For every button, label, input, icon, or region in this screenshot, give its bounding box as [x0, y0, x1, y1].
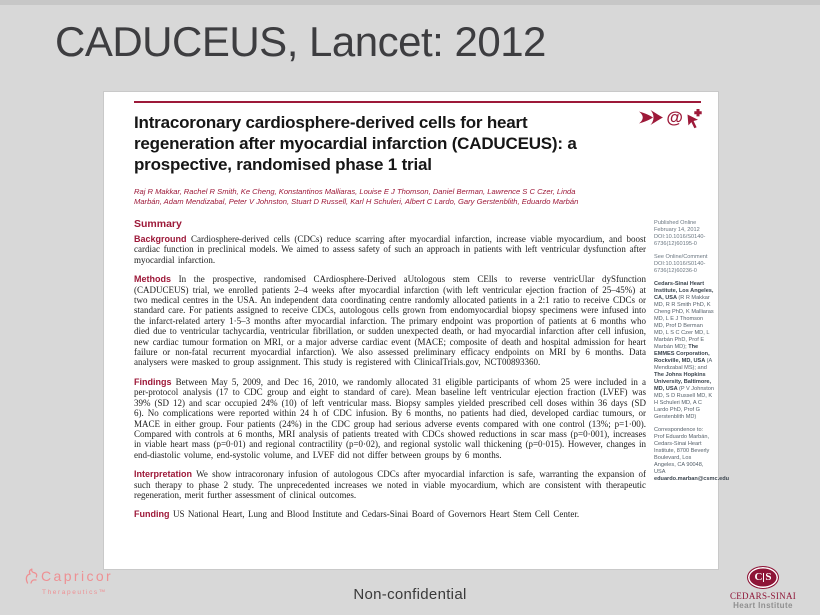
section-text: We show intracoronary infusion of autologous CDCs after myocardial infarction is safe, warranting the expansion of such therapy to phase 2 study. The unprecedented increases we noted in viable myocardium, which are consistent with therapeutic regeneration, merit further assessment of clinical outcomes. — [134, 469, 646, 500]
heart-institute-label: Heart Institute — [733, 601, 793, 610]
section-text: Cardiosphere-derived cells (CDCs) reduce scarring after myocardial infarction, increase viable myocardium, and boost cardiac function in preclinical models. We aimed to assess safety of such an approach in patients with left ventricular dysfunction after myocardial infarction. — [134, 234, 646, 265]
see-online-comment-block — [654, 254, 714, 275]
section-funding — [134, 509, 646, 519]
correspondence-lead: Correspondence to: — [654, 427, 704, 433]
medallion-letter-c: C — [754, 571, 763, 583]
top-edge-strip — [0, 0, 820, 5]
summary-heading: Summary — [134, 218, 182, 230]
affiliation-institution: The Johns Hopkins University, Baltimore, MD, USA — [654, 372, 712, 392]
correspondence-email: eduardo.marban@csmc.edu — [654, 476, 730, 482]
affiliation-people: (P V Johnston MD, S D Russell MD, K H Schuleri MD, A C Lardo PhD, Prof G Gerstenblith MD) — [654, 386, 715, 420]
section-interpretation — [134, 469, 646, 500]
affiliation-people: (R R Makkar MD, R R Smith PhD, K Cheng PhD, K Malliaras MD, L E J Thomson MD, Prof D Berman MD, L S C Czer MD, L Marbán PhD, Prof E Marbán MD); — [654, 295, 714, 350]
section-label: Findings — [134, 376, 172, 387]
sidebar-column — [654, 218, 730, 529]
correspondence-address: Prof Eduardo Marbán, Cedars-Sinai Heart Institute, 8700 Beverly Boulevard, Los Angeles, CA 90048, USA — [654, 434, 710, 475]
published-online-line: Published Online — [654, 220, 697, 226]
paper-page — [103, 91, 730, 570]
paper-title: Intracoronary cardiosphere-derived cells for heart regeneration after myocardial infarction (CADUCEUS): a prospective, randomised phase 1 trial — [134, 113, 577, 174]
section-text: Between May 5, 2009, and Dec 16, 2010, we randomly allocated 31 eligible participants of whom 25 were included in a per-protocol analysis (17 to CDC group and eight to standard of care). Mean baseline left ventricular ejection fraction (LVEF) was 39% (SD 12) and scar occupied 24% (10) of left ventricular mass. Biopsy samples yielded prescribed cell doses within 36 days (SD 6). No complications were reported within 24 h of CDC infusion. By 6 months, no patients had died, developed cardiac tumours, or MACE in either group. Four patients (24%) in the CDC group had serious adverse events compared with one control (13%; p=1·00). Compared with controls at 6 months, MRI analysis of patients treated with CDCs showed reductions in scar mass (p=0·001), increases in viable heart mass (p=0·01) and regional contractility (p=0·02), and regional systolic wall thickening (p=0·015). However, changes in end-diastolic volume, end-systolic volume, and LVEF did not differ between groups by 6 months. — [134, 376, 646, 460]
rod-of-asclepius-icon — [763, 573, 764, 582]
published-online-block — [654, 220, 714, 248]
section-text: In the prospective, randomised CArdiosphere-Derived aUtologous stem CElls to reverse ventricUlar dySfunction (CADUCEUS) trial, we enrolled patients 2–4 weeks after myocardial infarction (with left ventricular ejection fraction of 25–45%) at two medical centres in the USA. An independent data coordinating centre randomly allocated patients in a 2:1 ratio to receive CDCs or standard care. For patients assigned to receive CDCs, autologous cells grown from endomyocardial biopsy specimens were infused into the infarct-related artery 1·5–3 months after myocardial infarction. The primary endpoint was proportion of patients at 6 months who died due to ventricular tachycardia, ventricular fibrillation, or sudden unexpected death, or had myocardial infarction after cell infusion, new cardiac tumour formation on MRI, or a major adverse cardiac event (MACE; composite of death and hospital admission for heart failure or non-fatal recurrent myocardial infarction). We also assessed preliminary efficacy endpoints on MRI by 6 months. Data analysers were masked to group assignment. This study is registered with ClinicalTrials.gov, NCT00893360. — [134, 274, 646, 368]
affiliation-people: (A Mendizabal MS); and — [654, 358, 712, 371]
confidentiality-label: Non-confidential — [353, 586, 467, 603]
medallion-letter-s: S — [765, 571, 772, 583]
comment-doi-line: DOI:10.1016/S0140-6736(12)60236-0 — [654, 261, 706, 274]
capricor-wordmark: Capricor — [41, 568, 114, 584]
section-label: Methods — [134, 274, 171, 285]
affiliations-block — [654, 281, 714, 421]
section-label: Funding — [134, 509, 170, 520]
affiliation-institution: The EMMES Corporation, Rockville, MD, USA — [654, 344, 710, 364]
section-findings — [134, 377, 646, 460]
capricor-logo — [24, 568, 113, 597]
summary-layout — [134, 218, 730, 529]
section-background — [134, 234, 646, 265]
section-label: Background — [134, 234, 187, 244]
goat-icon — [24, 568, 39, 589]
published-date-line: February 14, 2012 — [654, 227, 700, 233]
cedars-sinai-logo — [718, 566, 808, 611]
correspondence-block — [654, 427, 730, 483]
cedars-medallion-icon — [747, 566, 779, 589]
section-label: Interpretation — [134, 469, 193, 480]
paper-icons — [638, 109, 702, 134]
fast-track-icon — [638, 109, 664, 131]
see-online-line: See Online/Comment — [654, 254, 708, 260]
cedars-wordmark: CEDARS-SINAI — [729, 591, 797, 601]
capricor-subtitle: Therapeutics™ — [42, 589, 107, 596]
doi-line: DOI:10.1016/S0140-6736(12)60195-0 — [654, 234, 706, 247]
slide-title: CADUCEUS, Lancet: 2012 — [55, 18, 546, 65]
crossmark-cursor-icon — [685, 109, 702, 134]
section-text: US National Heart, Lung and Blood Institute and Cedars-Sinai Board of Governors Heart Stem Cell Center. — [172, 509, 580, 520]
section-methods — [134, 274, 646, 368]
summary-column — [134, 218, 646, 529]
paper-authors: Raj R Makkar, Rachel R Smith, Ke Cheng, Konstantinos Malliaras, Louise E J Thomson, Daniel Berman, Lawrence S C Czer, Linda Marbán, Adam Mendizabal, Peter V Johnston, Stuart D Russell, Karl H Schuleri, Albert C Lardo, Gary Gerstenblith, Eduardo Marbán — [134, 187, 579, 206]
affiliation-institution: Cedars-Sinai Heart Institute, Los Angeles, CA, USA — [654, 281, 714, 301]
online-first-icon: @ — [666, 108, 683, 127]
lancet-rule — [134, 101, 701, 103]
